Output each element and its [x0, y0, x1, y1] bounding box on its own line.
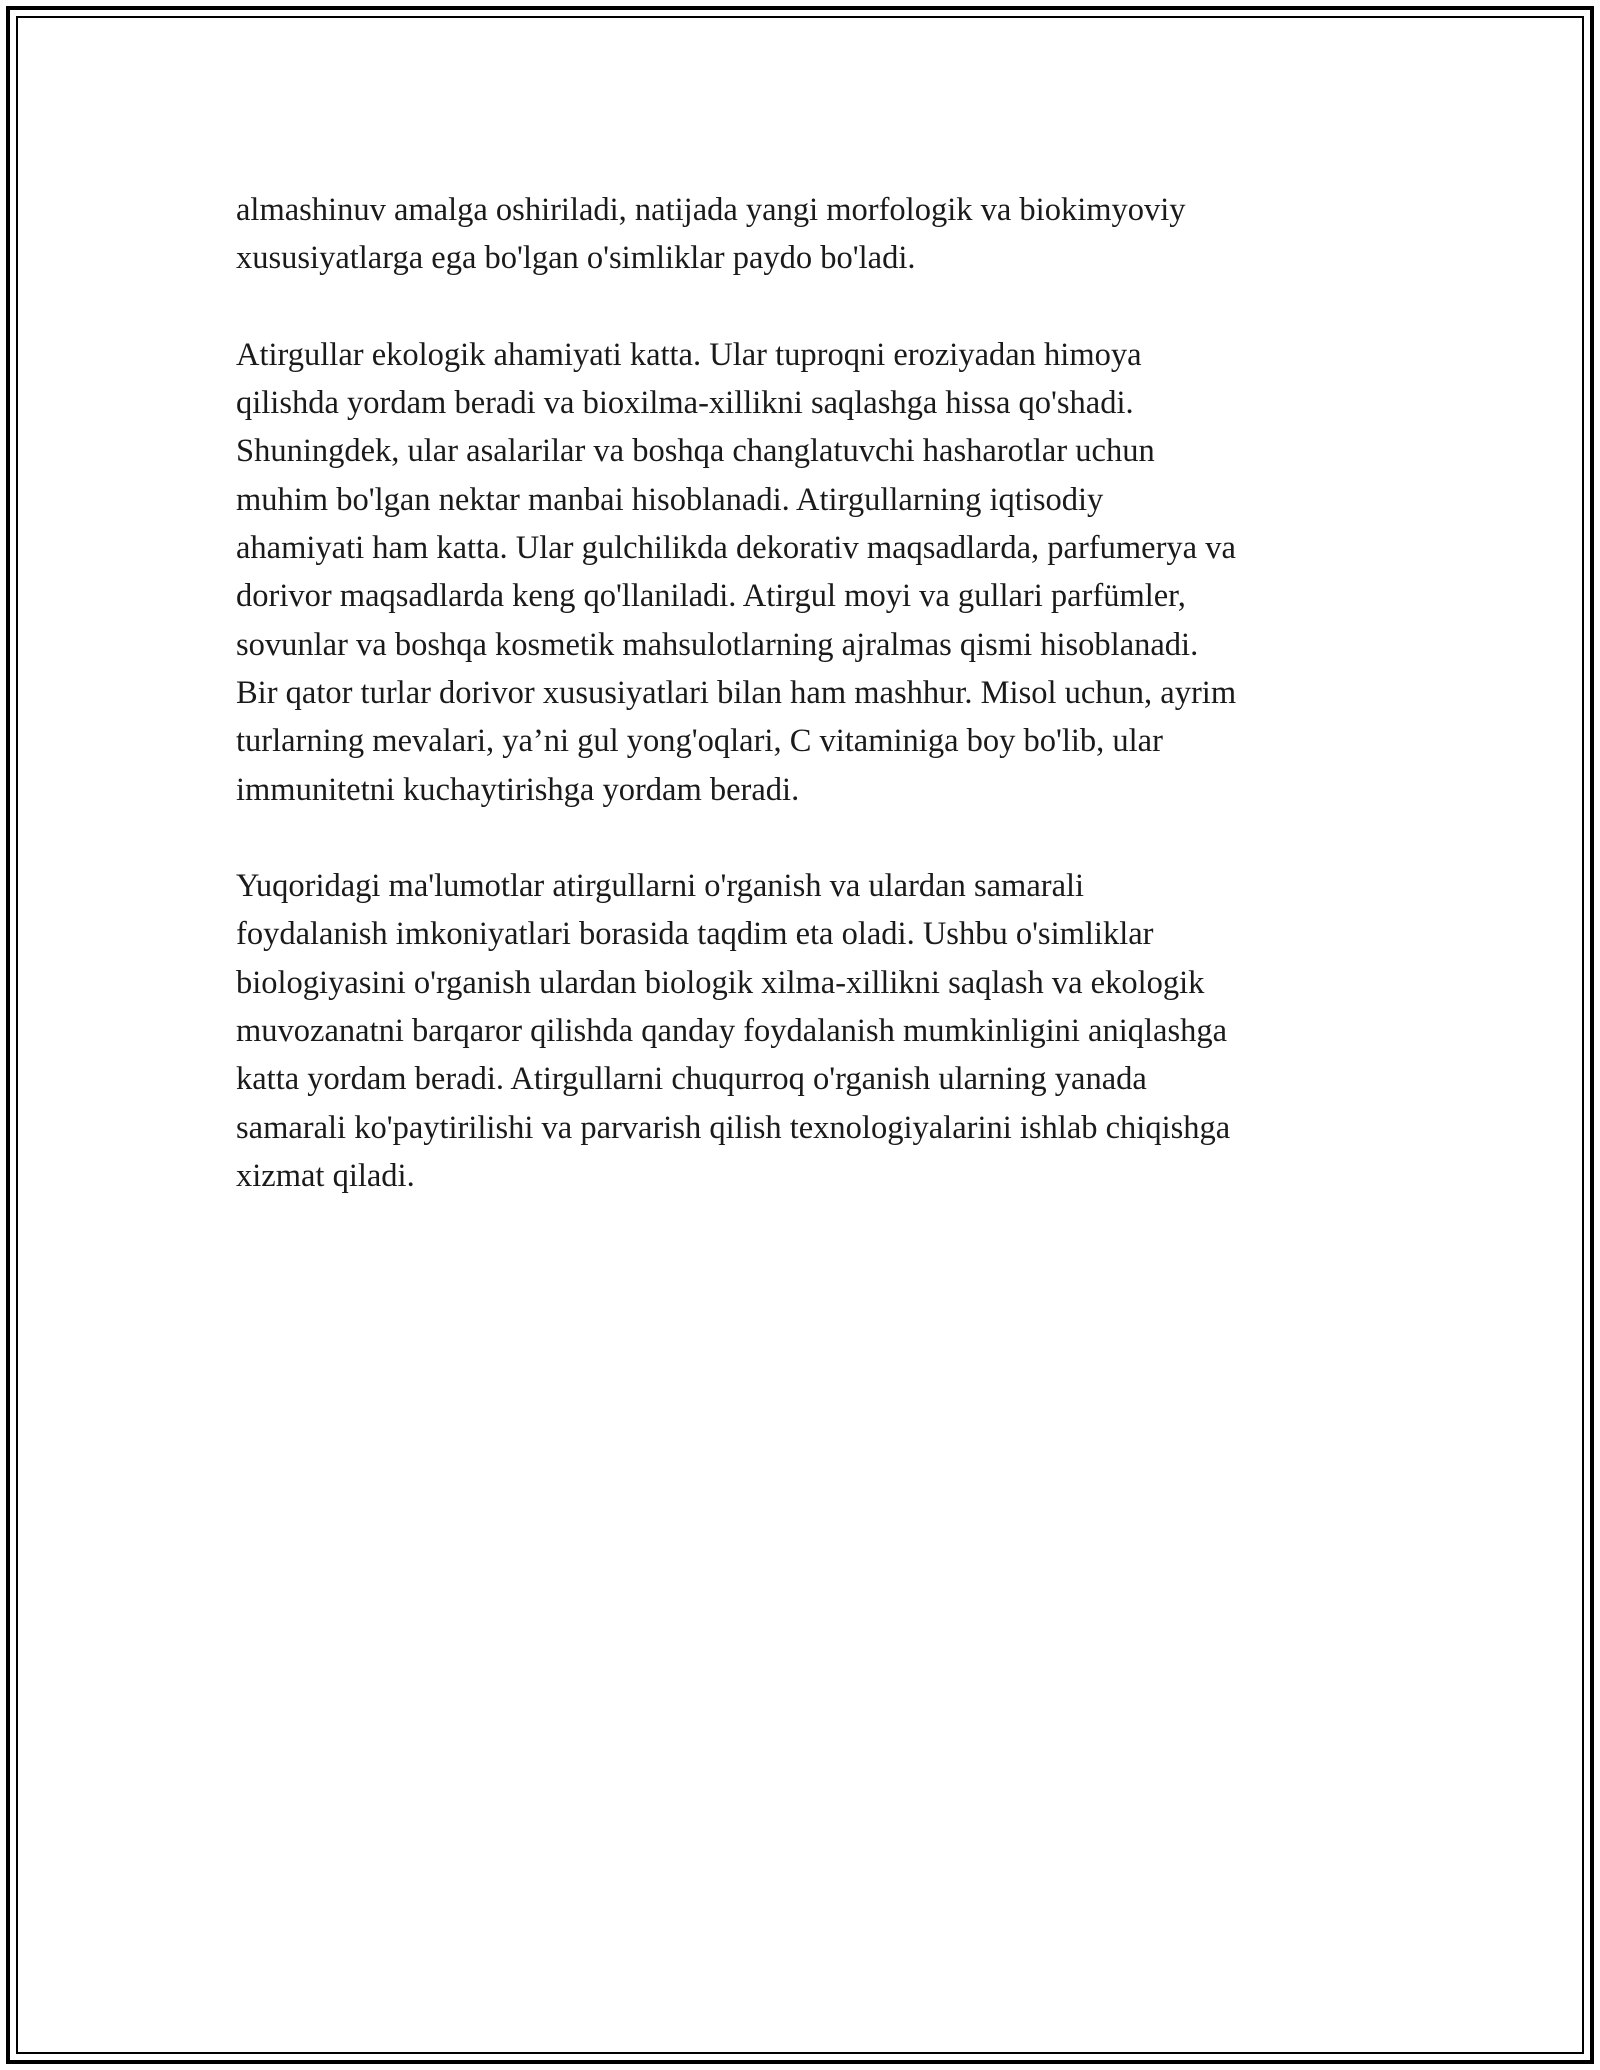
paragraph-line: xizmat qiladi. [236, 1157, 415, 1194]
paragraph-line: Shuningdek, ular asalarilar va boshqa changlatuvchi hasharotlar uchun [236, 433, 1155, 470]
paragraph-line: turlarning mevalari, ya’ni gul yong'oqlari, C vitaminiga boy bo'lib, ular [236, 723, 1163, 760]
paragraph-line: dorivor maqsadlarda keng qo'llaniladi. Atirgul moyi va gullari parfümler, [236, 578, 1186, 615]
paragraph-2 [236, 331, 1376, 814]
paragraph-line: ahamiyati ham katta. Ular gulchilikda dekorativ maqsadlarda, parfumerya va [236, 530, 1236, 567]
document-body [236, 186, 1376, 1249]
paragraph-line: muhim bo'lgan nektar manbai hisoblanadi. Atirgullarning iqtisodiy [236, 481, 1104, 518]
paragraph-line: katta yordam beradi. Atirgullarni chuqurroq o'rganish ularning yanada [236, 1061, 1147, 1098]
paragraph-line: Bir qator turlar dorivor xususiyatlari bilan ham mashhur. Misol uchun, ayrim [236, 674, 1237, 711]
paragraph-line: biologiyasini o'rganish ulardan biologik xilma-xillikni saqlash va ekologik [236, 964, 1205, 1001]
paragraph-line: immunitetni kuchaytirishga yordam beradi. [236, 771, 800, 808]
paragraph-line: sovunlar va boshqa kosmetik mahsulotlarning ajralmas qismi hisoblanadi. [236, 626, 1199, 663]
paragraph-line: samarali ko'paytirilishi va parvarish qilish texnologiyalarini ishlab chiqishga [236, 1109, 1231, 1146]
paragraph-line: foydalanish imkoniyatlari borasida taqdim eta oladi. Ushbu o'simliklar [236, 916, 1154, 953]
paragraph-line: qilishda yordam beradi va bioxilma-xillikni saqlashga hissa qo'shadi. [236, 385, 1134, 422]
paragraph-line: almashinuv amalga oshiriladi, natijada yangi morfologik va biokimyoviy [236, 192, 1186, 228]
paragraph-line: xususiyatlarga ega bo'lgan o'simliklar paydo bo'ladi. [236, 240, 916, 277]
paragraph-1 [236, 186, 1376, 283]
paragraph-line: Atirgullar ekologik ahamiyati katta. Ular tuproqni eroziyadan himoya [236, 336, 1142, 373]
paragraph-line: Yuqoridagi ma'lumotlar atirgullarni o'rganish va ulardan samarali [236, 868, 1085, 905]
paragraph-line: muvozanatni barqaror qilishda qanday foydalanish mumkinligini aniqlashga [236, 1013, 1228, 1050]
paragraph-3 [236, 862, 1376, 1200]
